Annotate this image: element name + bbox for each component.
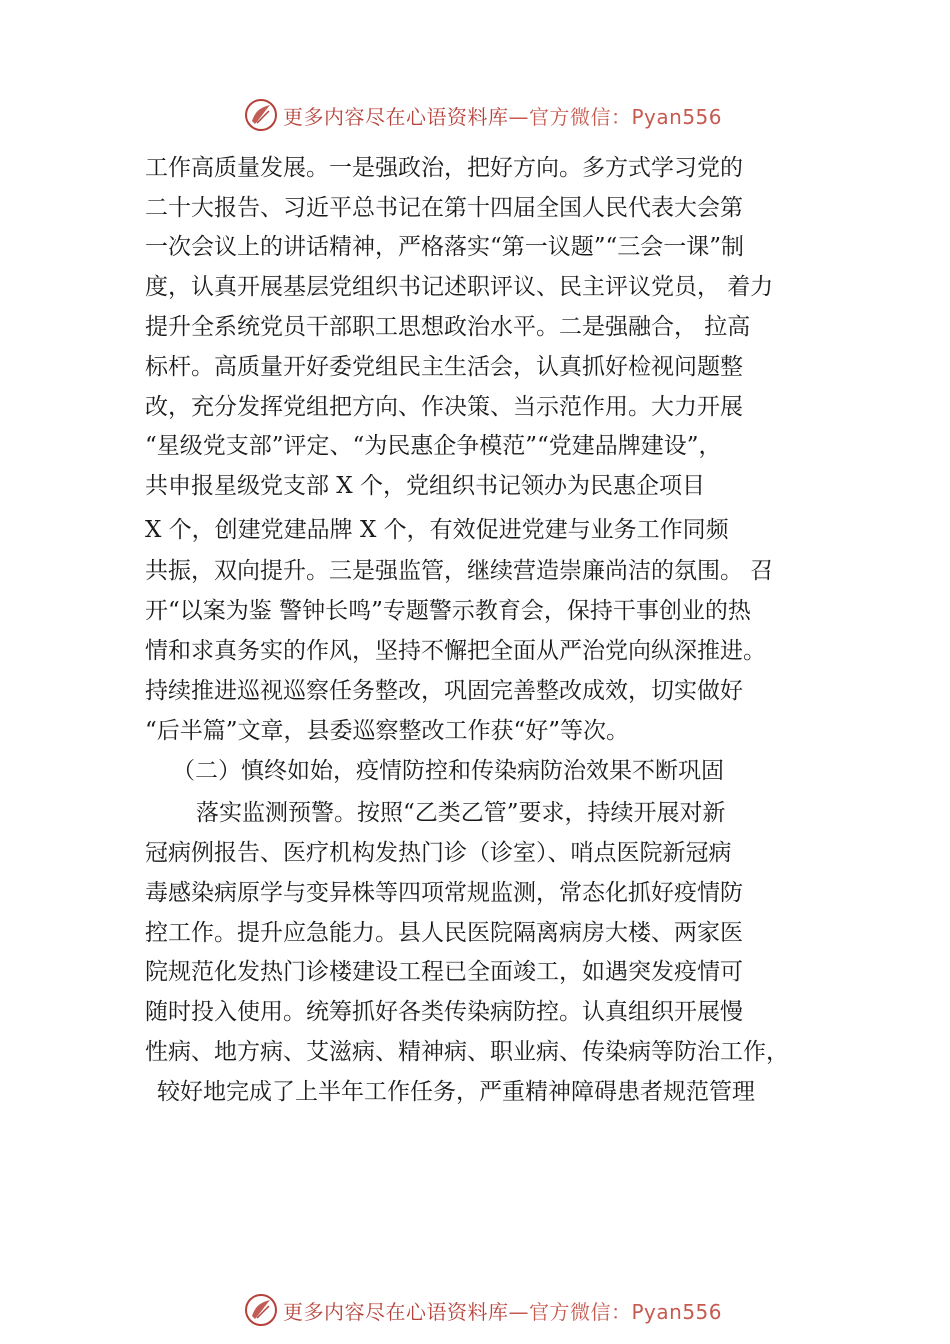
body-line: 共申报星级党支部 X 个，党组织书记领办为民惠企项目 — [145, 473, 705, 499]
seal-icon — [243, 97, 279, 133]
body-line: 度，认真开展基层党组织书记述职评议、民主评议党员， 着力 — [145, 274, 774, 300]
seal-icon — [243, 1292, 279, 1328]
watermark-footer — [243, 1290, 722, 1330]
body-line: 一次会议上的讲话精神，严格落实“第一议题”“三会一课”制 — [145, 234, 745, 260]
body-line: 控工作。提升应急能力。县人民医院隔离病房大楼、两家医 — [145, 920, 743, 946]
watermark-header — [243, 95, 722, 135]
body-line: 冠病例报告、医疗机构发热门诊（诊室）、哨点医院新冠病 — [145, 840, 732, 866]
body-line: 开“以案为鉴 警钟长鸣”专题警示教育会，保持干事创业的热 — [145, 598, 751, 624]
body-line: 持续推进巡视巡察任务整改，巩固完善整改成效，切实做好 — [145, 678, 743, 704]
watermark-text: 更多内容尽在心语资料库—官方微信：Pyan556 — [283, 1299, 723, 1324]
body-line: 落实监测预警。按照“乙类乙管”要求，持续开展对新 — [196, 800, 726, 826]
body-line: 性病、地方病、艾滋病、精神病、职业病、传染病等防治工作， — [145, 1039, 789, 1065]
watermark-text: 更多内容尽在心语资料库—官方微信：Pyan556 — [283, 104, 723, 129]
body-line: 随时投入使用。统筹抓好各类传染病防控。认真组织开展慢 — [145, 999, 743, 1025]
body-line: 毒感染病原学与变异株等四项常规监测，常态化抓好疫情防 — [145, 880, 743, 906]
body-line: X 个，创建党建品牌 X 个，有效促进党建与业务工作同频 — [145, 517, 729, 543]
body-line: 情和求真务实的作风，坚持不懈把全面从严治党向纵深推进。 — [145, 638, 766, 664]
body-line: 二十大报告、习近平总书记在第十四届全国人民代表大会第 — [145, 195, 743, 221]
body-line: 改，充分发挥党组把方向、作决策、当示范作用。大力开展 — [145, 394, 743, 420]
body-line: 较好地完成了上半年工作任务，严重精神障碍患者规范管理 — [157, 1079, 755, 1105]
section-heading: （二）慎终如始，疫情防控和传染病防治效果不断巩固 — [172, 758, 724, 784]
body-line: 工作高质量发展。一是强政治，把好方向。多方式学习党的 — [145, 155, 743, 181]
body-line: “后半篇”文章，县委巡察整改工作获“好”等次。 — [145, 718, 630, 744]
body-line: “星级党支部”评定、“为民惠企争模范”“党建品牌建设”， — [145, 433, 722, 459]
body-line: 共振，双向提升。三是强监管，继续营造崇廉尚洁的氛围。 召 — [145, 558, 774, 584]
body-line: 标杆。高质量开好委党组民主生活会，认真抓好检视问题整 — [145, 354, 743, 380]
body-line: 院规范化发热门诊楼建设工程已全面竣工，如遇突发疫情可 — [145, 959, 743, 985]
body-line: 提升全系统党员干部职工思想政治水平。二是强融合， 拉高 — [145, 314, 751, 340]
